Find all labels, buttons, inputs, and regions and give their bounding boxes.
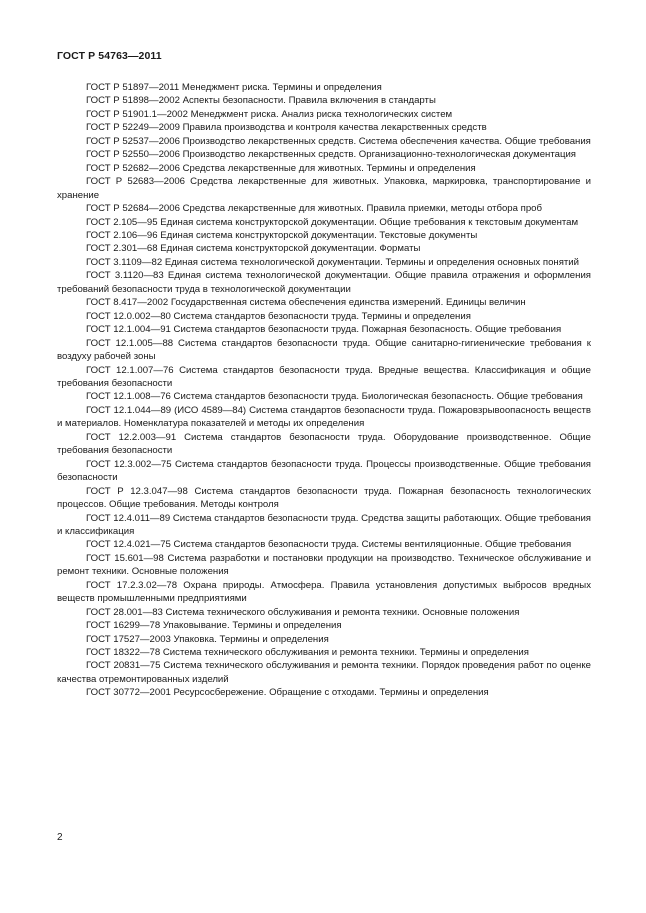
reference-item: ГОСТ Р 52684—2006 Средства лекарственные для животных. Правила приемки, методы отбора проб bbox=[86, 203, 543, 215]
reference-item: ГОСТ Р 52682—2006 Средства лекарственные для животных. Термины и определения bbox=[86, 162, 476, 174]
reference-item: ГОСТ Р 12.3.047—98 Система стандартов безопасности труда. Пожарная безопасность технологических процессов. Общие требования. Методы контроля bbox=[57, 485, 591, 511]
page-number: 2 bbox=[57, 832, 63, 843]
reference-item: ГОСТ 2.301—68 Единая система конструкторской документации. Форматы bbox=[86, 243, 421, 255]
reference-item: ГОСТ 12.0.002—80 Система стандартов безопасности труда. Термины и определения bbox=[86, 310, 471, 322]
reference-item: ГОСТ 12.1.005—88 Система стандартов безопасности труда. Общие санитарно-гигиенические требования к воздуху рабочей зоны bbox=[57, 337, 591, 363]
reference-item: ГОСТ 18322—78 Система технического обслуживания и ремонта техники. Термины и определения bbox=[86, 647, 529, 659]
reference-item: ГОСТ 17527—2003 Упаковка. Термины и определения bbox=[86, 633, 329, 645]
reference-item: ГОСТ Р 51901.1—2002 Менеджмент риска. Анализ риска технологических систем bbox=[86, 108, 453, 120]
reference-item: ГОСТ Р 52683—2006 Средства лекарственные для животных. Упаковка, маркировка, транспортирование и хранение bbox=[57, 176, 591, 201]
reference-item: ГОСТ 12.4.021—75 Система стандартов безопасности труда. Системы вентиляционные. Общие требования bbox=[86, 539, 572, 551]
reference-item: ГОСТ 12.3.002—75 Система стандартов безопасности труда. Процессы производственные. Общие требования безопасности bbox=[57, 458, 591, 484]
reference-item: ГОСТ 17.2.3.02—78 Охрана природы. Атмосфера. Правила установления допустимых выбросов вредных веществ промышленными предприятиями bbox=[57, 579, 591, 605]
reference-item: ГОСТ 3.1120—83 Единая система технологической документации. Общие правила отражения и оформления требований безопасности труда в технологической документации bbox=[57, 270, 591, 295]
reference-item: ГОСТ 12.1.007—76 Система стандартов безопасности труда. Вредные вещества. Классификация и общие требования безопасности bbox=[57, 364, 591, 389]
reference-item: ГОСТ 28.001—83 Система технического обслуживания и ремонта техники. Основные положения bbox=[86, 606, 520, 618]
reference-item: ГОСТ 12.1.004—91 Система стандартов безопасности труда. Пожарная безопасность. Общие требования bbox=[86, 324, 562, 336]
reference-item: ГОСТ 30772—2001 Ресурсосбережение. Обращение с отходами. Термины и определения bbox=[86, 687, 489, 699]
reference-item: ГОСТ 2.106—96 Единая система конструкторской документации. Текстовые документы bbox=[86, 229, 478, 241]
normative-references-list bbox=[57, 81, 591, 700]
reference-item: ГОСТ 12.1.044—89 (ИСО 4589—84) Система стандартов безопасности труда. Пожаровзрывоопасность веществ и материалов. Номенклатура показателей и методы их определения bbox=[57, 404, 591, 430]
reference-item: ГОСТ 12.1.008—76 Система стандартов безопасности труда. Биологическая безопасность. Общие требования bbox=[86, 391, 583, 403]
reference-item: ГОСТ 20831—75 Система технического обслуживания и ремонта техники. Порядок проведения работ по оценке качества отремонтированных изделий bbox=[57, 660, 591, 685]
reference-item: ГОСТ 12.4.011—89 Система стандартов безопасности труда. Средства защиты работающих. Общие требования и классификация bbox=[57, 512, 591, 537]
reference-item: ГОСТ Р 51898—2002 Аспекты безопасности. Правила включения в стандарты bbox=[86, 95, 436, 107]
reference-item: ГОСТ Р 51897—2011 Менеджмент риска. Термины и определения bbox=[86, 82, 382, 93]
reference-item: ГОСТ 12.2.003—91 Система стандартов безопасности труда. Оборудование производственное. Общие требования безопасности bbox=[57, 431, 591, 457]
reference-item: ГОСТ 3.1109—82 Единая система технологической документации. Термины и определения основных понятий bbox=[86, 256, 580, 268]
reference-item: ГОСТ 15.601—98 Система разработки и постановки продукции на производство. Техническое обслуживание и ремонт техники. Основные положения bbox=[57, 552, 591, 578]
reference-item: ГОСТ Р 52550—2006 Производство лекарственных средств. Организационно-технологическая документация bbox=[86, 149, 576, 161]
reference-item: ГОСТ Р 52537—2006 Производство лекарственных средств. Система обеспечения качества. Общие требования bbox=[86, 135, 591, 147]
reference-item: ГОСТ Р 52249—2009 Правила производства и контроля качества лекарственных средств bbox=[86, 122, 487, 134]
reference-item: ГОСТ 16299—78 Упаковывание. Термины и определения bbox=[86, 620, 342, 632]
reference-item: ГОСТ 2.105—95 Единая система конструкторской документации. Общие требования к текстовым документам bbox=[86, 216, 579, 228]
document-header: ГОСТ Р 54763—2011 bbox=[57, 50, 162, 62]
reference-item: ГОСТ 8.417—2002 Государственная система обеспечения единства измерений. Единицы величин bbox=[86, 297, 526, 309]
